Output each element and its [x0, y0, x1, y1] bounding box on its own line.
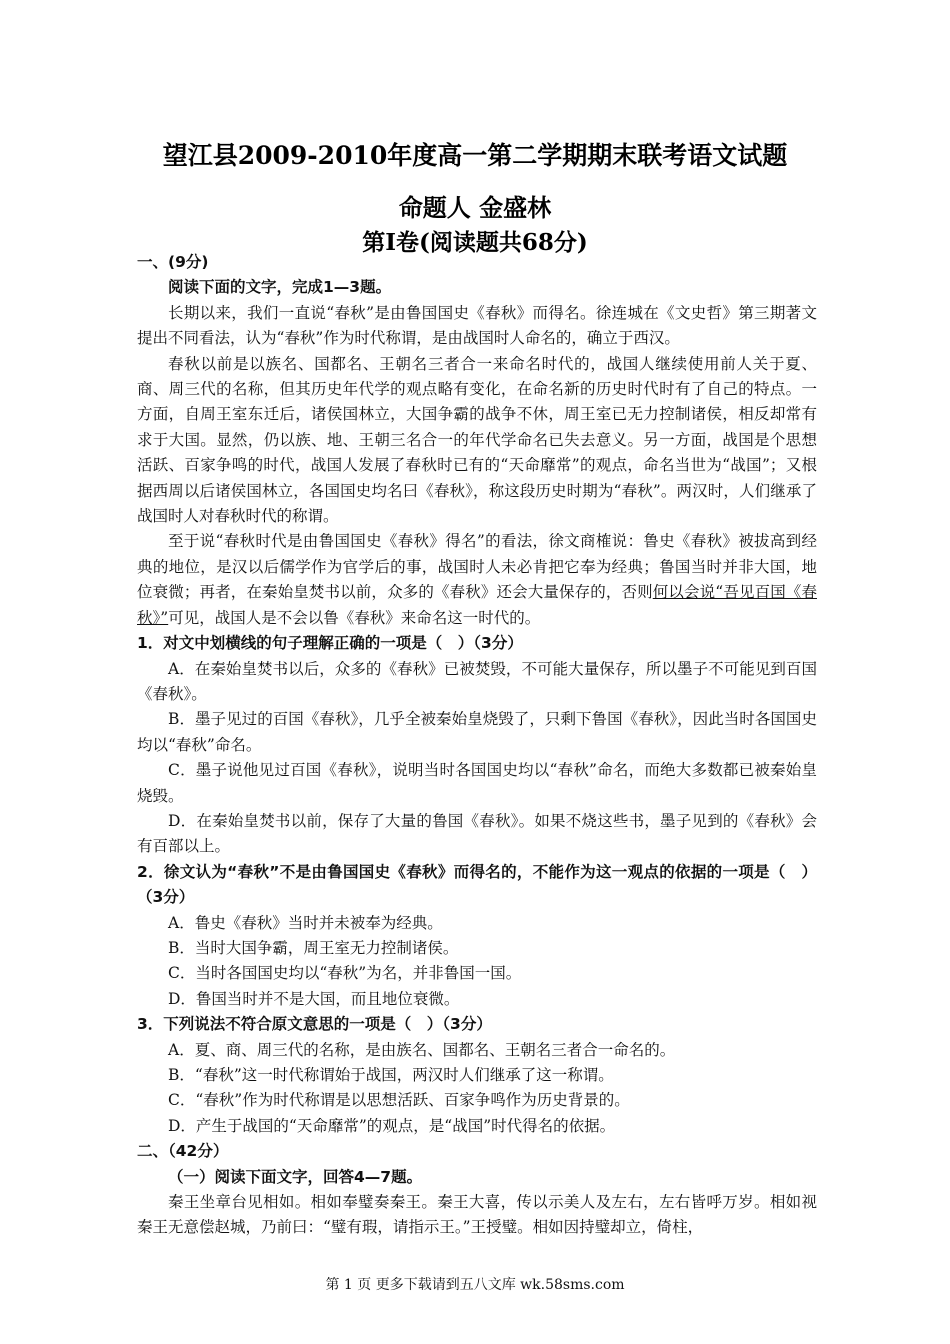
- question-3-option-b: B．“春秋”这一时代称谓始于战国，两汉时人们继承了这一称谓。: [168, 1066, 614, 1084]
- question-3-stem: 3．下列说法不符合原文意思的一项是（ ）（3分）: [137, 1015, 492, 1034]
- passage-paragraph-2: 春秋以前是以族名、国都名、王朝名三者合一来命名时代的，战国人继续使用前人关于夏、商、周三代的名称，但其历史年代学的观点略有变化，在命名新的历史时代时有了自己的特点。一方面，自周王室东迁后，诸侯国林立，大国争霸的战争不休，周王室已无力控制诸侯，相反却常有求于大国。显然，仍以族、地、王朝三名合一的年代学命名已失去意义。另一方面，战国是个思想活跃、百家争鸣的时代，战国人发展了春秋时已有的“天命靡常”的观点，命名当世为“战国”；又根据西周以后诸侯国林立，各国国史均名曰《春秋》，称这段历史时期为“春秋”。两汉时，人们继承了战国时人对春秋时代的称谓。: [137, 354, 817, 526]
- question-1-option-a: A．在秦始皇焚书以后，众多的《春秋》已被焚毁，不可能大量保存，所以墨子不可能见到百国《春秋》。: [137, 659, 817, 703]
- question-2-option-b: B．当时大国争霸，周王室无力控制诸侯。: [168, 938, 459, 957]
- section1-heading: 一、(9分): [137, 253, 209, 271]
- question-3-option-d: D．产生于战国的“天命靡常”的观点，是“战国”时代得名的依据。: [168, 1116, 616, 1135]
- question-2-option-d: D．鲁国当时并不是大国，而且地位衰微。: [168, 989, 460, 1008]
- exam-author: 命题人 金盛林: [398, 193, 552, 222]
- question-1-option-d: D．在秦始皇焚书以前，保存了大量的鲁国《春秋》。如果不烧这些书，墨子见到的《春秋》会有百部以上。: [137, 811, 817, 856]
- passage-paragraph-3-start: 至于说“春秋时代是由鲁国国史《春秋》得名”的看法，徐文商榷说：鲁史《春秋》被拔高到经典的地位，是汉以后儒学作为官学后的事，战国时人未必肯把它奉为经典；鲁国当时并非大国，地位衰微；再者，在秦始皇焚书以前，众多的《春秋》还会大量保存的，否则: [137, 532, 817, 602]
- question-1-option-b: B．墨子见过的百国《春秋》，几乎全被秦始皇烧毁了，只剩下鲁国《春秋》，因此当时各国国史均以“春秋”命名。: [137, 710, 817, 754]
- exam-title: 望江县2009-2010年度高一第二学期期末联考语文试题: [162, 141, 788, 170]
- exam-body: [137, 250, 817, 1241]
- question-3-option-c: C．“春秋”作为时代称谓是以思想活跃、百家争鸣作为历史背景的。: [168, 1091, 630, 1110]
- passage-paragraph-1: 长期以来，我们一直说“春秋”是由鲁国国史《春秋》而得名。徐连城在《文史哲》第三期著文提出不同看法，认为“春秋”作为时代称谓，是由战国时人命名的，确立于西汉。: [137, 303, 817, 348]
- underlined-sentence: 何以会说“吾见百国《春秋》”: [137, 583, 817, 627]
- question-3-option-a: A．夏、商、周三代的名称，是由族名、国都名、王朝名三者合一命名的。: [168, 1040, 676, 1059]
- question-1-stem: 1．对文中划横线的句子理解正确的一项是（ ）（3分）: [137, 634, 523, 653]
- section2-heading: 二、（42分）: [137, 1142, 229, 1161]
- passage-paragraph-3-end: 可见，战国人是不会以鲁《春秋》来命名这一时代的。: [168, 608, 541, 627]
- volume-heading: 第Ⅰ卷(阅读题共68分): [362, 229, 588, 256]
- question-2-stem: 2．徐文认为“春秋”不是由鲁国国史《春秋》而得名的，不能作为这一观点的依据的一项是（ ）（3分）: [137, 862, 817, 907]
- section2-instruction: （一）阅读下面文字，回答4—7题。: [168, 1167, 423, 1186]
- question-2-option-a: A．鲁史《春秋》当时并未被奉为经典。: [168, 913, 443, 932]
- section1-instruction: 阅读下面的文字，完成1—3题。: [168, 278, 392, 297]
- passage2-paragraph-1: 秦王坐章台见相如。相如奉璧奏秦王。秦王大喜，传以示美人及左右，左右皆呼万岁。相如视秦王无意偿赵城，乃前曰：“璧有瑕，请指示王。”王授璧。相如因持璧却立，倚柱，: [137, 1193, 817, 1237]
- page-footer: 第 1 页 更多下载请到五八文库 wk.58sms.com: [325, 1277, 625, 1293]
- passage-paragraph-3: [137, 529, 817, 631]
- question-2-option-c: C．当时各国国史均以“春秋”为名，并非鲁国一国。: [168, 964, 522, 983]
- question-1-option-c: C．墨子说他见过百国《春秋》，说明当时各国国史均以“春秋”命名，而绝大多数都已被秦始皇烧毁。: [137, 761, 817, 805]
